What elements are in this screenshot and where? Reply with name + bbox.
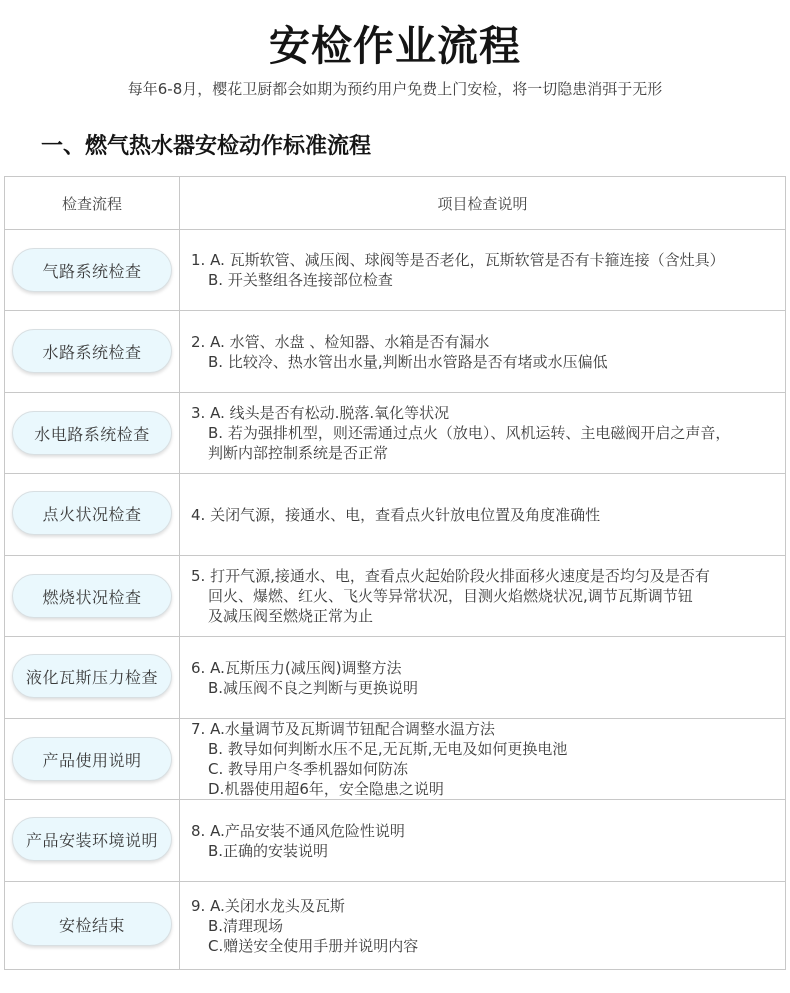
description-line: 7. A.水量调节及瓦斯调节钮配合调整水温方法 (191, 720, 495, 738)
step-cell (5, 474, 180, 555)
description-line: C. 教导用户冬季机器如何防冻 (208, 760, 409, 778)
description-line: 判断内部控制系统是否正常 (208, 444, 389, 462)
page-subtitle: 每年6-8月，樱花卫厨都会如期为预约用户免费上门安检，将一切隐患消弭于无形 (127, 80, 663, 98)
page-title: 安检作业流程 (269, 22, 521, 70)
step-description (191, 332, 781, 372)
description-cell (180, 230, 785, 310)
section-heading: 一、燃气热水器安检动作标准流程 (41, 134, 372, 159)
inspection-table (4, 176, 786, 970)
description-line: D.机器使用超6年，安全隐患之说明 (208, 780, 444, 798)
description-line: B. 开关整组各连接部位检查 (208, 271, 393, 289)
table-row (5, 556, 785, 637)
step-button[interactable]: 产品使用说明 (12, 737, 172, 781)
table-row (5, 230, 785, 311)
step-cell (5, 311, 180, 392)
description-line: 6. A.瓦斯压力(减压阀)调整方法 (191, 658, 402, 677)
step-description (191, 566, 781, 626)
description-line: B. 比较冷、热水管出水量,判断出水管路是否有堵或水压偏低 (208, 352, 608, 371)
step-description (191, 821, 781, 861)
description-line: 4. 关闭气源，接通水、电，查看点火针放电位置及角度准确性 (191, 505, 601, 524)
description-line: 5. 打开气源,接通水、电，查看点火起始阶段火排面移火速度是否均匀及是否有 (191, 567, 710, 585)
description-line: B.减压阀不良之判断与更换说明 (208, 678, 419, 697)
step-description (191, 505, 781, 525)
description-cell (180, 882, 785, 970)
description-cell (180, 474, 785, 555)
step-cell (5, 393, 180, 473)
step-button[interactable]: 点火状况检查 (12, 491, 172, 535)
step-cell (5, 882, 180, 970)
description-line: B. 教导如何判断水压不足,无瓦斯,无电及如何更换电池 (208, 740, 568, 758)
table-row (5, 637, 785, 719)
description-line: 3. A. 线头是否有松动.脱落.氧化等状况 (191, 404, 450, 422)
description-line: B. 若为强排机型，则还需通过点火（放电）、风机运转、主电磁阀开启之声音， (208, 424, 731, 442)
step-button[interactable]: 安检结束 (12, 902, 172, 946)
step-button[interactable]: 气路系统检查 (12, 248, 172, 292)
table-header-row (5, 177, 785, 230)
step-cell (5, 637, 180, 718)
header-cell-left (5, 177, 180, 229)
description-line: 2. A. 水管、水盘 、检知器、水箱是否有漏水 (191, 332, 490, 351)
step-cell (5, 230, 180, 310)
step-cell (5, 556, 180, 636)
description-cell (180, 393, 785, 473)
step-description (191, 896, 781, 956)
step-button[interactable]: 液化瓦斯压力检查 (12, 654, 172, 698)
header-label-description: 项目检查说明 (437, 194, 528, 213)
description-line: 9. A.关闭水龙头及瓦斯 (191, 897, 345, 915)
step-button[interactable]: 燃烧状况检查 (12, 574, 172, 618)
description-cell (180, 556, 785, 636)
description-cell (180, 719, 785, 799)
table-row (5, 719, 785, 800)
step-cell (5, 719, 180, 799)
description-line: 回火、爆燃、红火、飞火等异常状况，目测火焰燃烧状况,调节瓦斯调节钮 (208, 587, 693, 605)
description-cell (180, 800, 785, 881)
step-button[interactable]: 产品安装环境说明 (12, 817, 172, 861)
step-cell (5, 800, 180, 881)
description-line: 8. A.产品安装不通风危险性说明 (191, 821, 405, 840)
table-row (5, 474, 785, 556)
description-line: C.赠送安全使用手册并说明内容 (208, 937, 419, 955)
description-cell (180, 311, 785, 392)
table-row (5, 882, 785, 970)
description-line: 1. A. 瓦斯软管、减压阀、球阀等是否老化，瓦斯软管是否有卡箍连接（含灶具） (191, 251, 725, 269)
description-cell (180, 637, 785, 718)
step-button[interactable]: 水路系统检查 (12, 329, 172, 373)
header-label-process: 检查流程 (61, 194, 122, 213)
step-description (191, 719, 781, 799)
step-description (191, 658, 781, 698)
header-cell-right (180, 177, 785, 229)
description-line: 及减压阀至燃烧正常为止 (208, 607, 374, 625)
table-row (5, 393, 785, 474)
table-row (5, 311, 785, 393)
table-row (5, 800, 785, 882)
description-line: B.正确的安装说明 (208, 841, 329, 860)
step-description (191, 403, 781, 463)
step-button[interactable]: 水电路系统检查 (12, 411, 172, 455)
step-description (191, 250, 781, 290)
description-line: B.清理现场 (208, 917, 284, 935)
